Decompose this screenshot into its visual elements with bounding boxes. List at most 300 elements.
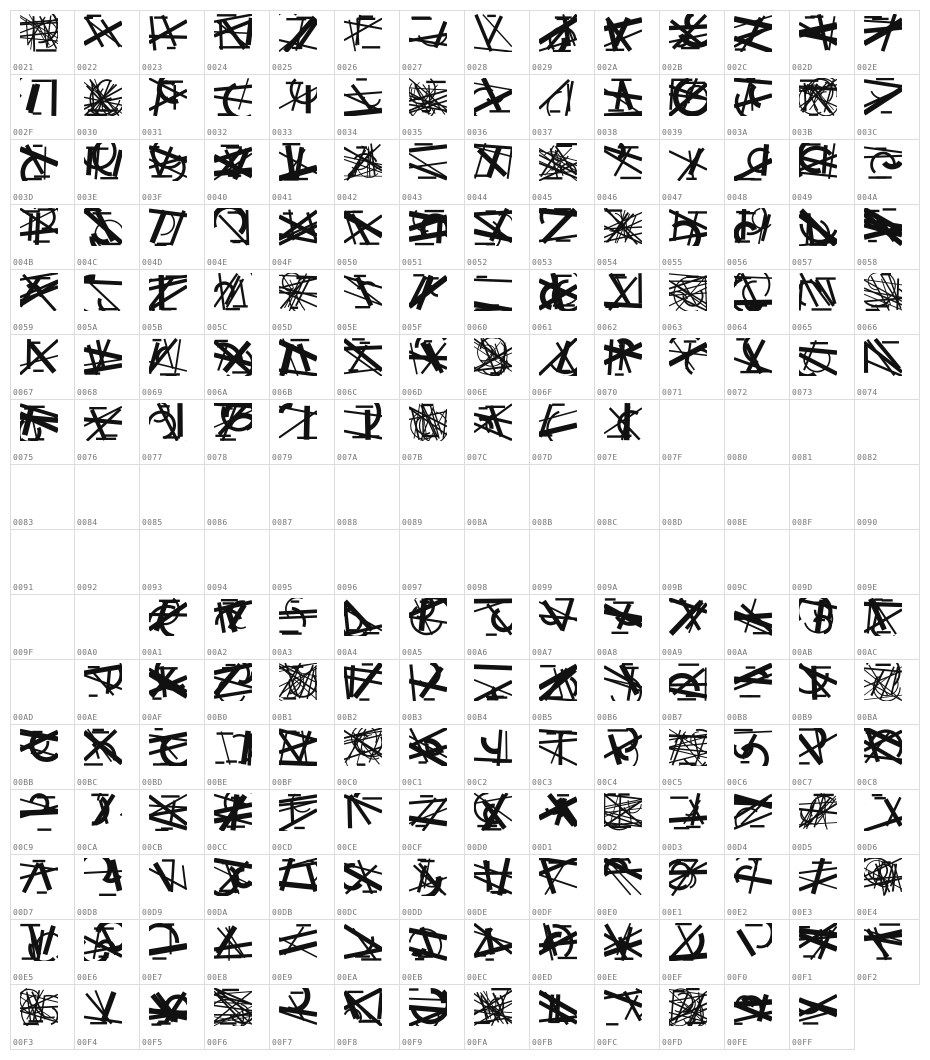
codepoint-label: 00C8 (857, 778, 878, 787)
glyph-cell-00A2[interactable] (205, 595, 270, 660)
glyph-cell-00CA[interactable] (75, 790, 140, 855)
glyph-cell-00B6[interactable] (595, 660, 660, 725)
glyph-cell-007F[interactable] (660, 400, 725, 465)
interlaced-letterform-glyph-icon (214, 14, 252, 52)
codepoint-label: 006A (207, 388, 228, 397)
glyph-cell-006F[interactable] (530, 335, 595, 400)
interlaced-letterform-glyph-icon (734, 988, 772, 1026)
glyph-cell-004D[interactable] (140, 205, 205, 270)
glyph-cell-0066[interactable] (855, 270, 920, 335)
glyph-cell-00B8[interactable] (725, 660, 790, 725)
glyph-cell-0045[interactable] (530, 140, 595, 205)
interlaced-letterform-glyph-icon (604, 338, 642, 376)
glyph-cell-005A[interactable] (75, 270, 140, 335)
glyph-cell-00A0[interactable] (75, 595, 140, 660)
glyph-cell-006A[interactable] (205, 335, 270, 400)
glyph-cell-0070[interactable] (595, 335, 660, 400)
glyph-cell-0034[interactable] (335, 75, 400, 140)
glyph-cell-00A5[interactable] (400, 595, 465, 660)
codepoint-label: 0040 (207, 193, 228, 202)
glyph-cell-004C[interactable] (75, 205, 140, 270)
glyph-cell-007B[interactable] (400, 400, 465, 465)
glyph-cell-00E5[interactable] (10, 920, 75, 985)
glyph-cell-003F[interactable] (140, 140, 205, 205)
glyph-cell-002C[interactable] (725, 10, 790, 75)
glyph-cell-0047[interactable] (660, 140, 725, 205)
glyph-cell-0085[interactable] (140, 465, 205, 530)
interlaced-letterform-glyph-icon (279, 273, 317, 311)
glyph-cell-005D[interactable] (270, 270, 335, 335)
glyph-cell-00CC[interactable] (205, 790, 270, 855)
glyph-cell-00AA[interactable] (725, 595, 790, 660)
codepoint-label: 0029 (532, 63, 553, 72)
glyph-cell-0075[interactable] (10, 400, 75, 465)
glyph-cell-0093[interactable] (140, 530, 205, 595)
glyph-cell-00EB[interactable] (400, 920, 465, 985)
glyph-cell-005F[interactable] (400, 270, 465, 335)
glyph-cell-00A9[interactable] (660, 595, 725, 660)
interlaced-letterform-glyph-icon (539, 208, 577, 246)
glyph-cell-0040[interactable] (205, 140, 270, 205)
glyph-cell-00FA[interactable] (465, 985, 530, 1050)
glyph-cell-0031[interactable] (140, 75, 205, 140)
codepoint-label: 005E (337, 323, 358, 332)
glyph-cell-00F3[interactable] (10, 985, 75, 1050)
glyph-cell-005B[interactable] (140, 270, 205, 335)
codepoint-label: 0027 (402, 63, 423, 72)
glyph-cell-0036[interactable] (465, 75, 530, 140)
interlaced-letterform-glyph-icon (864, 338, 902, 376)
codepoint-label: 007F (662, 453, 683, 462)
glyph-cell-00FE[interactable] (725, 985, 790, 1050)
glyph-cell-008D[interactable] (660, 465, 725, 530)
interlaced-letterform-glyph-icon (539, 728, 577, 766)
glyph-cell-00E6[interactable] (75, 920, 140, 985)
glyph-cell-0027[interactable] (400, 10, 465, 75)
codepoint-label: 004E (207, 258, 228, 267)
glyph-cell-004F[interactable] (270, 205, 335, 270)
glyph-cell-008E[interactable] (725, 465, 790, 530)
interlaced-letterform-glyph-icon (539, 338, 577, 376)
glyph-cell-00EC[interactable] (465, 920, 530, 985)
glyph-cell-00E3[interactable] (790, 855, 855, 920)
glyph-cell-0078[interactable] (205, 400, 270, 465)
glyph-cell-004B[interactable] (10, 205, 75, 270)
glyph-cell-0046[interactable] (595, 140, 660, 205)
glyph-cell-0068[interactable] (75, 335, 140, 400)
glyph-cell-0044[interactable] (465, 140, 530, 205)
glyph-cell-005E[interactable] (335, 270, 400, 335)
glyph-cell-00FD[interactable] (660, 985, 725, 1050)
glyph-cell-009B[interactable] (660, 530, 725, 595)
glyph-cell-0080[interactable] (725, 400, 790, 465)
codepoint-label: 00F4 (77, 1038, 98, 1047)
codepoint-label: 0021 (13, 63, 34, 72)
interlaced-letterform-glyph-icon (799, 14, 837, 52)
codepoint-label: 0066 (857, 323, 878, 332)
glyph-cell-007D[interactable] (530, 400, 595, 465)
interlaced-letterform-glyph-icon (734, 858, 772, 896)
glyph-cell-00AD[interactable] (10, 660, 75, 725)
glyph-cell-00A1[interactable] (140, 595, 205, 660)
glyph-cell-0095[interactable] (270, 530, 335, 595)
glyph-cell-00AE[interactable] (75, 660, 140, 725)
glyph-cell-0096[interactable] (335, 530, 400, 595)
glyph-cell-0074[interactable] (855, 335, 920, 400)
glyph-cell-0039[interactable] (660, 75, 725, 140)
codepoint-label: 0039 (662, 128, 683, 137)
codepoint-label: 00DE (467, 908, 488, 917)
glyph-cell-006E[interactable] (465, 335, 530, 400)
glyph-cell-006D[interactable] (400, 335, 465, 400)
codepoint-label: 0033 (272, 128, 293, 137)
glyph-cell-009F[interactable] (10, 595, 75, 660)
interlaced-letterform-glyph-icon (344, 598, 382, 636)
glyph-cell-0076[interactable] (75, 400, 140, 465)
interlaced-letterform-glyph-icon (409, 728, 447, 766)
glyph-cell-0057[interactable] (790, 205, 855, 270)
glyph-cell-0064[interactable] (725, 270, 790, 335)
glyph-cell-002B[interactable] (660, 10, 725, 75)
glyph-cell-00FC[interactable] (595, 985, 660, 1050)
glyph-cell-0065[interactable] (790, 270, 855, 335)
glyph-cell-00F8[interactable] (335, 985, 400, 1050)
glyph-cell-0054[interactable] (595, 205, 660, 270)
glyph-cell-00E2[interactable] (725, 855, 790, 920)
codepoint-label: 0063 (662, 323, 683, 332)
interlaced-letterform-glyph-icon (799, 663, 837, 701)
glyph-cell-0028[interactable] (465, 10, 530, 75)
codepoint-label: 0083 (13, 518, 34, 527)
glyph-cell-0048[interactable] (725, 140, 790, 205)
codepoint-label: 006D (402, 388, 423, 397)
glyph-cell-00BB[interactable] (10, 725, 75, 790)
glyph-cell-0077[interactable] (140, 400, 205, 465)
glyph-cell-00DC[interactable] (335, 855, 400, 920)
glyph-cell-008B[interactable] (530, 465, 595, 530)
glyph-cell-00D7[interactable] (10, 855, 75, 920)
glyph-cell-007A[interactable] (335, 400, 400, 465)
codepoint-label: 0090 (857, 518, 878, 527)
glyph-cell-003B[interactable] (790, 75, 855, 140)
codepoint-label: 007A (337, 453, 358, 462)
codepoint-label: 00D0 (467, 843, 488, 852)
glyph-cell-00D9[interactable] (140, 855, 205, 920)
codepoint-label: 00B1 (272, 713, 293, 722)
glyph-cell-0043[interactable] (400, 140, 465, 205)
glyph-cell-00C2[interactable] (465, 725, 530, 790)
glyph-cell-00B2[interactable] (335, 660, 400, 725)
glyph-cell-004A[interactable] (855, 140, 920, 205)
glyph-cell-00E9[interactable] (270, 920, 335, 985)
glyph-cell-00D5[interactable] (790, 790, 855, 855)
glyph-cell-009D[interactable] (790, 530, 855, 595)
codepoint-label: 00E6 (77, 973, 98, 982)
glyph-cell-00F7[interactable] (270, 985, 335, 1050)
glyph-cell-002D[interactable] (790, 10, 855, 75)
interlaced-letterform-glyph-icon (279, 78, 317, 116)
glyph-cell-0049[interactable] (790, 140, 855, 205)
glyph-cell-00DF[interactable] (530, 855, 595, 920)
glyph-cell-0097[interactable] (400, 530, 465, 595)
interlaced-letterform-glyph-icon (20, 793, 58, 831)
glyph-cell-00B7[interactable] (660, 660, 725, 725)
glyph-cell-0053[interactable] (530, 205, 595, 270)
glyph-cell-00BA[interactable] (855, 660, 920, 725)
glyph-cell-0038[interactable] (595, 75, 660, 140)
interlaced-letterform-glyph-icon (864, 793, 902, 831)
interlaced-letterform-glyph-icon (604, 858, 642, 896)
glyph-cell-00D4[interactable] (725, 790, 790, 855)
glyph-cell-00AC[interactable] (855, 595, 920, 660)
glyph-cell-005C[interactable] (205, 270, 270, 335)
glyph-cell-00CF[interactable] (400, 790, 465, 855)
glyph-cell-0073[interactable] (790, 335, 855, 400)
glyph-cell-006B[interactable] (270, 335, 335, 400)
codepoint-label: 0073 (792, 388, 813, 397)
glyph-cell-00ED[interactable] (530, 920, 595, 985)
glyph-cell-00F0[interactable] (725, 920, 790, 985)
glyph-cell-0088[interactable] (335, 465, 400, 530)
interlaced-letterform-glyph-icon (344, 858, 382, 896)
interlaced-letterform-glyph-icon (539, 143, 577, 181)
glyph-cell-0091[interactable] (10, 530, 75, 595)
glyph-cell-0092[interactable] (75, 530, 140, 595)
codepoint-label: 008F (792, 518, 813, 527)
glyph-cell-00EF[interactable] (660, 920, 725, 985)
glyph-cell-0021[interactable] (10, 10, 75, 75)
interlaced-letterform-glyph-icon (474, 988, 512, 1026)
glyph-cell-003D[interactable] (10, 140, 75, 205)
codepoint-label: 00F8 (337, 1038, 358, 1047)
glyph-cell-00DB[interactable] (270, 855, 335, 920)
glyph-cell-00AF[interactable] (140, 660, 205, 725)
codepoint-label: 0034 (337, 128, 358, 137)
interlaced-letterform-glyph-icon (214, 598, 252, 636)
glyph-cell-0041[interactable] (270, 140, 335, 205)
glyph-cell-0084[interactable] (75, 465, 140, 530)
glyph-cell-0035[interactable] (400, 75, 465, 140)
glyph-cell-00A7[interactable] (530, 595, 595, 660)
glyph-cell-00D6[interactable] (855, 790, 920, 855)
glyph-cell-0022[interactable] (75, 10, 140, 75)
glyph-cell-0062[interactable] (595, 270, 660, 335)
glyph-cell-00F6[interactable] (205, 985, 270, 1050)
glyph-cell-0060[interactable] (465, 270, 530, 335)
glyph-cell-00CB[interactable] (140, 790, 205, 855)
codepoint-label: 00B3 (402, 713, 423, 722)
glyph-cell-00F5[interactable] (140, 985, 205, 1050)
interlaced-letterform-glyph-icon (84, 14, 122, 52)
glyph-cell-0033[interactable] (270, 75, 335, 140)
glyph-cell-00BF[interactable] (270, 725, 335, 790)
glyph-cell-0056[interactable] (725, 205, 790, 270)
glyph-cell-002A[interactable] (595, 10, 660, 75)
glyph-cell-009E[interactable] (855, 530, 920, 595)
glyph-cell-00AB[interactable] (790, 595, 855, 660)
glyph-cell-008C[interactable] (595, 465, 660, 530)
glyph-cell-00F4[interactable] (75, 985, 140, 1050)
interlaced-letterform-glyph-icon (344, 403, 382, 441)
glyph-cell-003C[interactable] (855, 75, 920, 140)
glyph-cell-00D0[interactable] (465, 790, 530, 855)
codepoint-label: 0049 (792, 193, 813, 202)
codepoint-label: 0038 (597, 128, 618, 137)
glyph-cell-0081[interactable] (790, 400, 855, 465)
glyph-cell-0032[interactable] (205, 75, 270, 140)
glyph-cell-0069[interactable] (140, 335, 205, 400)
glyph-cell-0094[interactable] (205, 530, 270, 595)
interlaced-letterform-glyph-icon (604, 403, 642, 441)
glyph-cell-0072[interactable] (725, 335, 790, 400)
interlaced-letterform-glyph-icon (669, 728, 707, 766)
glyph-cell-00E4[interactable] (855, 855, 920, 920)
glyph-cell-002F[interactable] (10, 75, 75, 140)
glyph-cell-007E[interactable] (595, 400, 660, 465)
interlaced-letterform-glyph-icon (409, 14, 447, 52)
glyph-cell-00C9[interactable] (10, 790, 75, 855)
glyph-cell-009C[interactable] (725, 530, 790, 595)
glyph-cell-0023[interactable] (140, 10, 205, 75)
glyph-cell-00B4[interactable] (465, 660, 530, 725)
glyph-cell-00A8[interactable] (595, 595, 660, 660)
glyph-cell-0082[interactable] (855, 400, 920, 465)
glyph-cell-00D3[interactable] (660, 790, 725, 855)
glyph-cell-00C0[interactable] (335, 725, 400, 790)
codepoint-label: 00A5 (402, 648, 423, 657)
glyph-cell-00DA[interactable] (205, 855, 270, 920)
glyph-cell-00D8[interactable] (75, 855, 140, 920)
glyph-cell-0058[interactable] (855, 205, 920, 270)
glyph-cell-0030[interactable] (75, 75, 140, 140)
glyph-cell-00C1[interactable] (400, 725, 465, 790)
glyph-cell-00E8[interactable] (205, 920, 270, 985)
glyph-cell-0029[interactable] (530, 10, 595, 75)
glyph-cell-00C7[interactable] (790, 725, 855, 790)
glyph-cell-0099[interactable] (530, 530, 595, 595)
glyph-cell-00FF[interactable] (790, 985, 855, 1050)
interlaced-letterform-glyph-icon (344, 793, 382, 831)
codepoint-label: 0074 (857, 388, 878, 397)
codepoint-label: 003B (792, 128, 813, 137)
codepoint-label: 0093 (142, 583, 163, 592)
glyph-cell-00F1[interactable] (790, 920, 855, 985)
glyph-cell-0051[interactable] (400, 205, 465, 270)
glyph-cell-009A[interactable] (595, 530, 660, 595)
glyph-cell-0067[interactable] (10, 335, 75, 400)
glyph-cell-00FB[interactable] (530, 985, 595, 1050)
codepoint-label: 00EF (662, 973, 683, 982)
glyph-cell-0071[interactable] (660, 335, 725, 400)
glyph-cell-00A4[interactable] (335, 595, 400, 660)
interlaced-letterform-glyph-icon (539, 858, 577, 896)
glyph-cell-00E1[interactable] (660, 855, 725, 920)
glyph-cell-00C3[interactable] (530, 725, 595, 790)
glyph-cell-00B3[interactable] (400, 660, 465, 725)
codepoint-label: 008E (727, 518, 748, 527)
codepoint-label: 00FC (597, 1038, 618, 1047)
glyph-cell-0087[interactable] (270, 465, 335, 530)
codepoint-label: 004A (857, 193, 878, 202)
glyph-cell-0089[interactable] (400, 465, 465, 530)
glyph-cell-00EE[interactable] (595, 920, 660, 985)
interlaced-letterform-glyph-icon (474, 728, 512, 766)
glyph-cell-0050[interactable] (335, 205, 400, 270)
glyph-cell-00E7[interactable] (140, 920, 205, 985)
codepoint-label: 0022 (77, 63, 98, 72)
glyph-cell-00E0[interactable] (595, 855, 660, 920)
glyph-cell-0098[interactable] (465, 530, 530, 595)
glyph-cell-0037[interactable] (530, 75, 595, 140)
glyph-cell-00EA[interactable] (335, 920, 400, 985)
glyph-cell-00DE[interactable] (465, 855, 530, 920)
glyph-cell-00F9[interactable] (400, 985, 465, 1050)
glyph-cell-0042[interactable] (335, 140, 400, 205)
glyph-cell-00BE[interactable] (205, 725, 270, 790)
glyph-cell-008F[interactable] (790, 465, 855, 530)
glyph-cell-00A3[interactable] (270, 595, 335, 660)
codepoint-label: 004F (272, 258, 293, 267)
glyph-cell-004E[interactable] (205, 205, 270, 270)
glyph-cell-00A6[interactable] (465, 595, 530, 660)
glyph-cell-00BC[interactable] (75, 725, 140, 790)
glyph-cell-0024[interactable] (205, 10, 270, 75)
glyph-cell-0090[interactable] (855, 465, 920, 530)
codepoint-label: 004C (77, 258, 98, 267)
interlaced-letterform-glyph-icon (84, 923, 122, 961)
glyph-cell-00B5[interactable] (530, 660, 595, 725)
glyph-cell-0059[interactable] (10, 270, 75, 335)
interlaced-letterform-glyph-icon (734, 793, 772, 831)
glyph-cell-00C4[interactable] (595, 725, 660, 790)
interlaced-letterform-glyph-icon (149, 208, 187, 246)
glyph-cell-00D1[interactable] (530, 790, 595, 855)
glyph-cell-00C8[interactable] (855, 725, 920, 790)
glyph-cell-003E[interactable] (75, 140, 140, 205)
glyph-cell-0061[interactable] (530, 270, 595, 335)
glyph-cell-00C6[interactable] (725, 725, 790, 790)
glyph-cell-00BD[interactable] (140, 725, 205, 790)
glyph-cell-00B0[interactable] (205, 660, 270, 725)
glyph-cell-00DD[interactable] (400, 855, 465, 920)
glyph-cell-00B9[interactable] (790, 660, 855, 725)
glyph-cell-003A[interactable] (725, 75, 790, 140)
glyph-cell-00C5[interactable] (660, 725, 725, 790)
glyph-cell-0055[interactable] (660, 205, 725, 270)
glyph-cell-008A[interactable] (465, 465, 530, 530)
glyph-cell-0026[interactable] (335, 10, 400, 75)
glyph-cell-00B1[interactable] (270, 660, 335, 725)
glyph-cell-0052[interactable] (465, 205, 530, 270)
glyph-cell-00CE[interactable] (335, 790, 400, 855)
glyph-cell-002E[interactable] (855, 10, 920, 75)
codepoint-label: 0050 (337, 258, 358, 267)
glyph-cell-00CD[interactable] (270, 790, 335, 855)
glyph-cell-0083[interactable] (10, 465, 75, 530)
interlaced-letterform-glyph-icon (539, 988, 577, 1026)
glyph-cell-006C[interactable] (335, 335, 400, 400)
glyph-cell-0086[interactable] (205, 465, 270, 530)
codepoint-label: 00B6 (597, 713, 618, 722)
interlaced-letterform-glyph-icon (864, 598, 902, 636)
glyph-cell-00D2[interactable] (595, 790, 660, 855)
interlaced-letterform-glyph-icon (84, 208, 122, 246)
glyph-cell-007C[interactable] (465, 400, 530, 465)
glyph-cell-00F2[interactable] (855, 920, 920, 985)
glyph-cell-0063[interactable] (660, 270, 725, 335)
glyph-cell-0025[interactable] (270, 10, 335, 75)
glyph-cell-0079[interactable] (270, 400, 335, 465)
